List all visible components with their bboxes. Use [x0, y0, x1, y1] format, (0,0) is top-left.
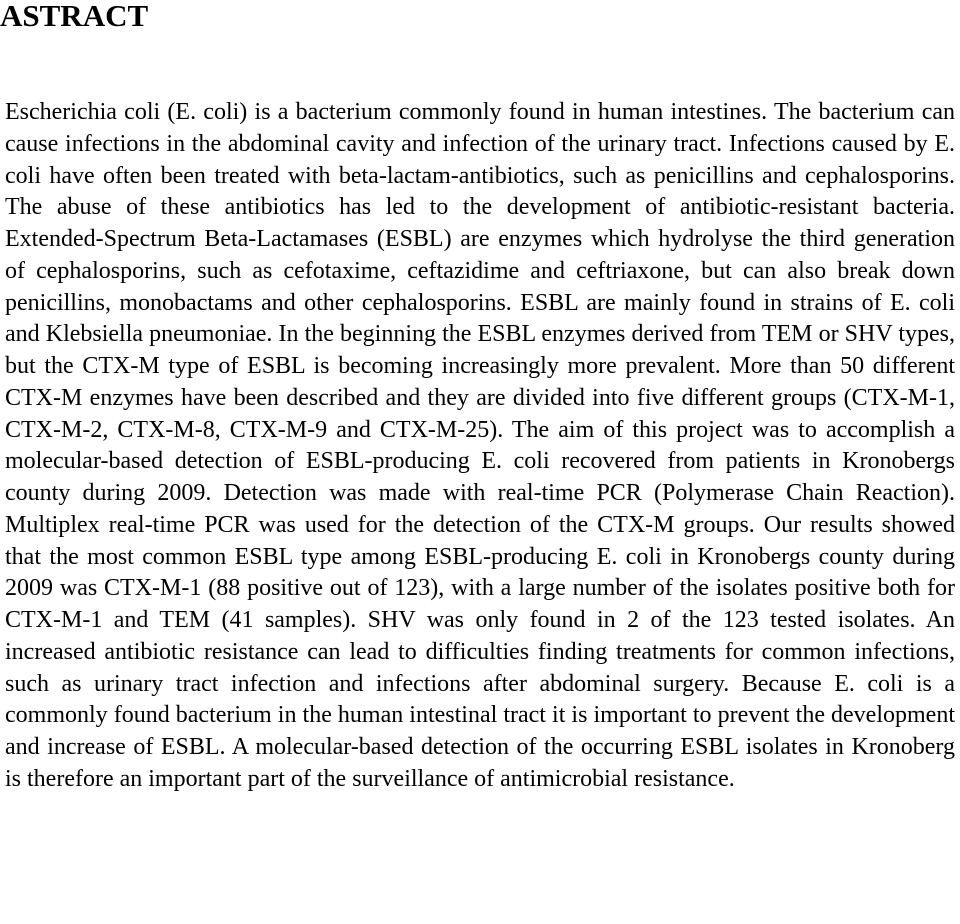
abstract-heading: ASTRACT: [0, 0, 149, 33]
abstract-paragraph: Escherichia coli (E. coli) is a bacterium commonly found in human intestines. The bacterium can cause infections in the abdominal cavity and infection of the urinary tract. Infections caused by E. coli have often been treated with beta-lactam-antibiotics, such as penicillins and cephalosporins. The abuse of these antibiotics has led to the development of antibiotic-resistant bacteria. Extended-Spectrum Beta-Lactamases (ESBL) are enzymes which hydrolyse the third generation of cephalosporins, such as cefotaxime, ceftazidime and ceftriaxone, but can also break down penicillins, monobactams and other cephalosporins. ESBL are mainly found in strains of E. coli and Klebsiella pneumoniae. In the beginning the ESBL enzymes derived from TEM or SHV types, but the CTX-M type of ESBL is becoming increasingly more prevalent. More than 50 different CTX-M enzymes have been described and they are divided into five different groups (CTX-M-1, CTX-M-2, CTX-M-8, CTX-M-9 and CTX-M-25). The aim of this project was to accomplish a molecular-based detection of ESBL-producing E. coli recovered from patients in Kronobergs county during 2009. Detection was made with real-time PCR (Polymerase Chain Reaction). Multiplex real-time PCR was used for the detection of the CTX-M groups. Our results showed that the most common ESBL type among ESBL-producing E. coli in Kronobergs county during 2009 was CTX-M-1 (88 positive out of 123), with a large number of the isolates positive both for CTX-M-1 and TEM (41 samples). SHV was only found in 2 of the 123 tested isolates. An increased antibiotic resistance can lead to difficulties finding treatments for common infections, such as urinary tract infection and infections after abdominal surgery. Because E. coli is a commonly found bacterium in the human intestinal tract it is important to prevent the development and increase of ESBL. A molecular-based detection of the occurring ESBL isolates in Kronoberg is therefore an important part of the surveillance of antimicrobial resistance.: [5, 99, 955, 792]
